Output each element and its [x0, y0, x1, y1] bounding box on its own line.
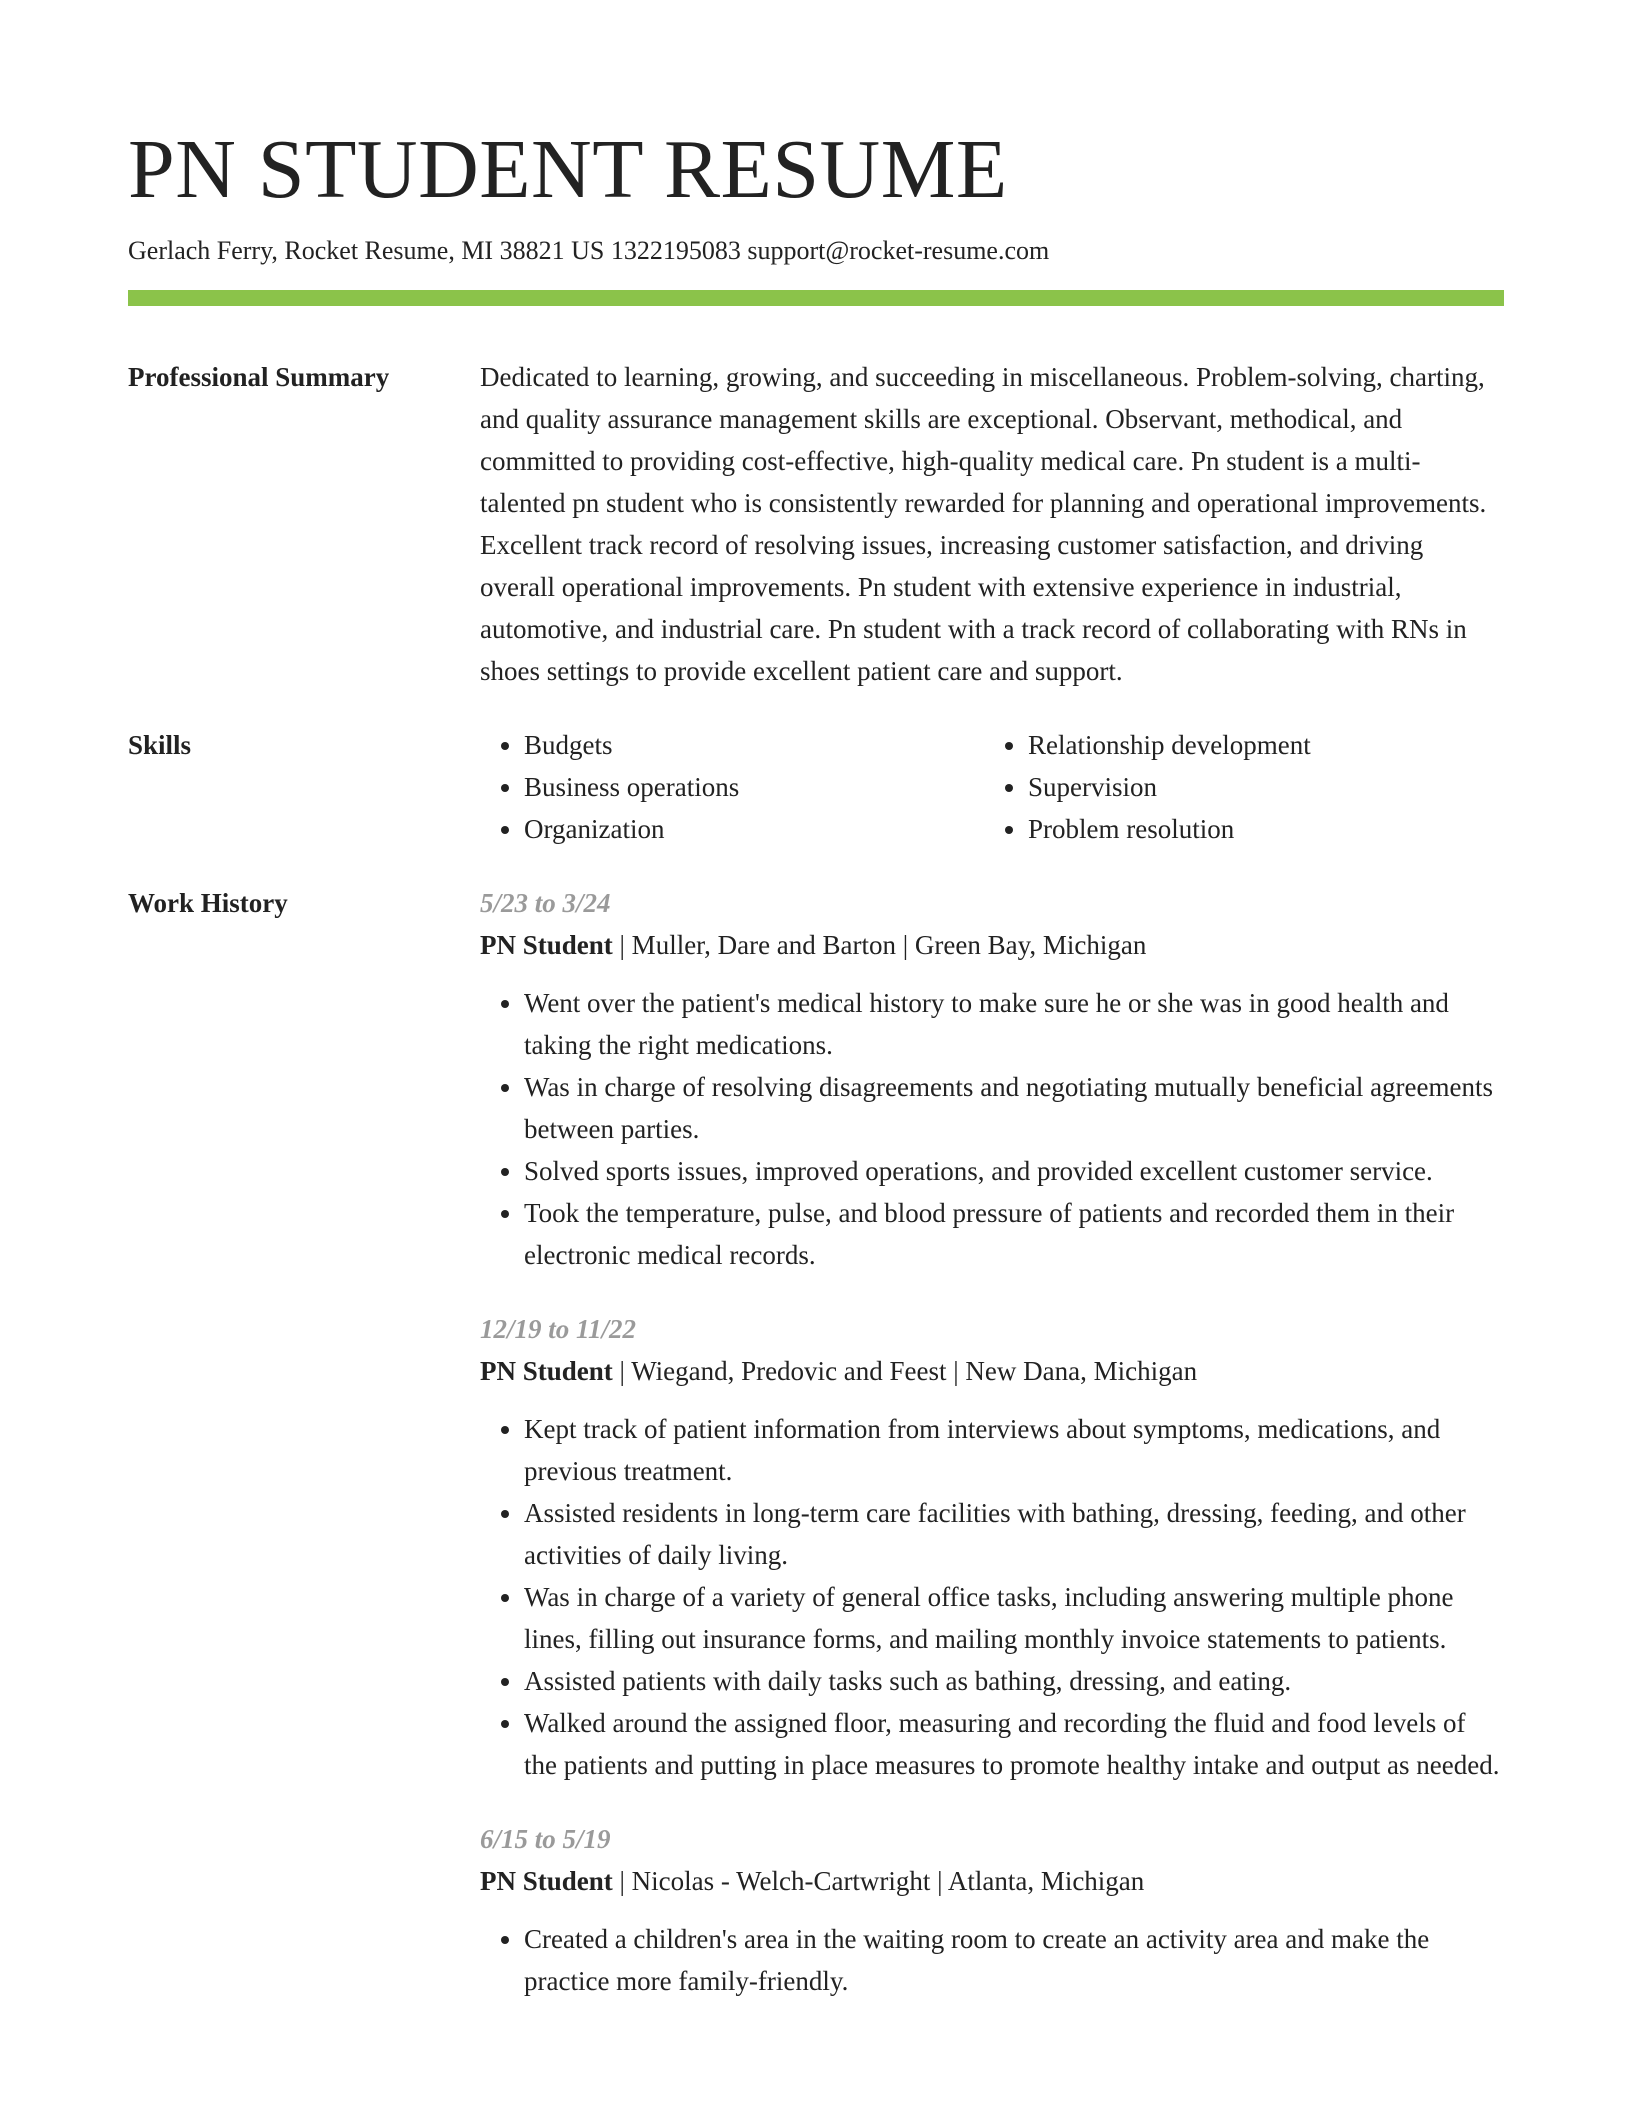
- job-employer-location: | Nicolas - Welch-Cartwright | Atlanta, Michigan: [612, 1866, 1145, 1896]
- job-heading: [480, 1860, 1504, 1902]
- job-employer-location: | Muller, Dare and Barton | Green Bay, Michigan: [612, 930, 1147, 960]
- section-label-skills: Skills: [128, 730, 192, 760]
- job-duty: • Was in charge of a variety of general office tasks, including answering multiple phone lines, filling out insurance forms, and mailing monthly invoice statements to patients.: [524, 1576, 1504, 1660]
- job-heading: [480, 924, 1504, 966]
- job-duty: • Solved sports issues, improved operations, and provided excellent customer service.: [524, 1150, 1504, 1192]
- job-title: PN Student: [480, 1866, 613, 1896]
- job-duty: • Assisted patients with daily tasks such as bathing, dressing, and eating.: [524, 1660, 1504, 1702]
- job-title: PN Student: [480, 1356, 613, 1386]
- skills-section: [128, 724, 1504, 850]
- job-dates: 5/23 to 3/24: [480, 888, 611, 918]
- job-employer-location: | Wiegand, Predovic and Feest | New Dana, Michigan: [612, 1356, 1198, 1386]
- resume-title: PN STUDENT RESUME: [128, 123, 1008, 216]
- job-duty: • Took the temperature, pulse, and blood pressure of patients and recorded them in their electronic medical records.: [524, 1192, 1504, 1276]
- contact-line: Gerlach Ferry, Rocket Resume, MI 38821 US 1322195083 support@rocket-resume.com: [128, 236, 1050, 265]
- job-duties-list: [480, 982, 1504, 1276]
- section-label-work-history: Work History: [128, 888, 288, 918]
- job-duty: • Walked around the assigned floor, measuring and recording the fluid and food levels of the patients and putting in place measures to promote healthy intake and output as needed.: [524, 1702, 1504, 1786]
- job-duty: • Assisted residents in long-term care facilities with bathing, dressing, feeding, and other activities of daily living.: [524, 1492, 1504, 1576]
- skills-list-right: [984, 724, 1488, 850]
- job-entry: [480, 1308, 1504, 1786]
- skills-list-left: [480, 724, 984, 850]
- job-duties-list: [480, 1408, 1504, 1786]
- professional-summary-section: [128, 356, 1504, 692]
- skill-item: • Problem resolution: [1028, 808, 1488, 850]
- job-duty: • Was in charge of resolving disagreements and negotiating mutually beneficial agreements between parties.: [524, 1066, 1504, 1150]
- skill-item: • Supervision: [1028, 766, 1488, 808]
- job-duty: • Created a children's area in the waiting room to create an activity area and make the practice more family-friendly.: [524, 1918, 1504, 2002]
- job-duties-list: [480, 1918, 1504, 2002]
- job-heading: [480, 1350, 1504, 1392]
- job-dates: 12/19 to 11/22: [480, 1314, 637, 1344]
- resume-page: [128, 120, 1504, 2034]
- job-title: PN Student: [480, 930, 613, 960]
- job-entry: [480, 882, 1504, 1276]
- work-history-section: [128, 882, 1504, 2034]
- work-history-body: [480, 882, 1504, 2034]
- accent-divider: [128, 290, 1504, 306]
- job-dates: 6/15 to 5/19: [480, 1824, 611, 1854]
- job-duty: • Kept track of patient information from interviews about symptoms, medications, and previous treatment.: [524, 1408, 1504, 1492]
- skill-item: • Organization: [524, 808, 984, 850]
- job-entry: [480, 1818, 1504, 2002]
- job-duty: • Went over the patient's medical history to make sure he or she was in good health and taking the right medications.: [524, 982, 1504, 1066]
- summary-body: [480, 356, 1504, 692]
- skill-item: • Relationship development: [1028, 724, 1488, 766]
- skill-item: • Business operations: [524, 766, 984, 808]
- section-label-professional-summary: Professional Summary: [128, 362, 390, 392]
- summary-text: Dedicated to learning, growing, and succeeding in miscellaneous. Problem-solving, charting, and quality assurance management skills are exceptional. Observant, methodical, and committed to providing cost-effective, high-quality medical care. Pn student is a multi-talented pn student who is consistently rewarded for planning and operational improvements. Excellent track record of resolving issues, increasing customer satisfaction, and driving overall operational improvements. Pn student with extensive experience in industrial, automotive, and industrial care. Pn student with a track record of collaborating with RNs in shoes settings to provide excellent patient care and support.: [480, 362, 1487, 686]
- skills-columns: [480, 724, 1504, 850]
- skill-item: • Budgets: [524, 724, 984, 766]
